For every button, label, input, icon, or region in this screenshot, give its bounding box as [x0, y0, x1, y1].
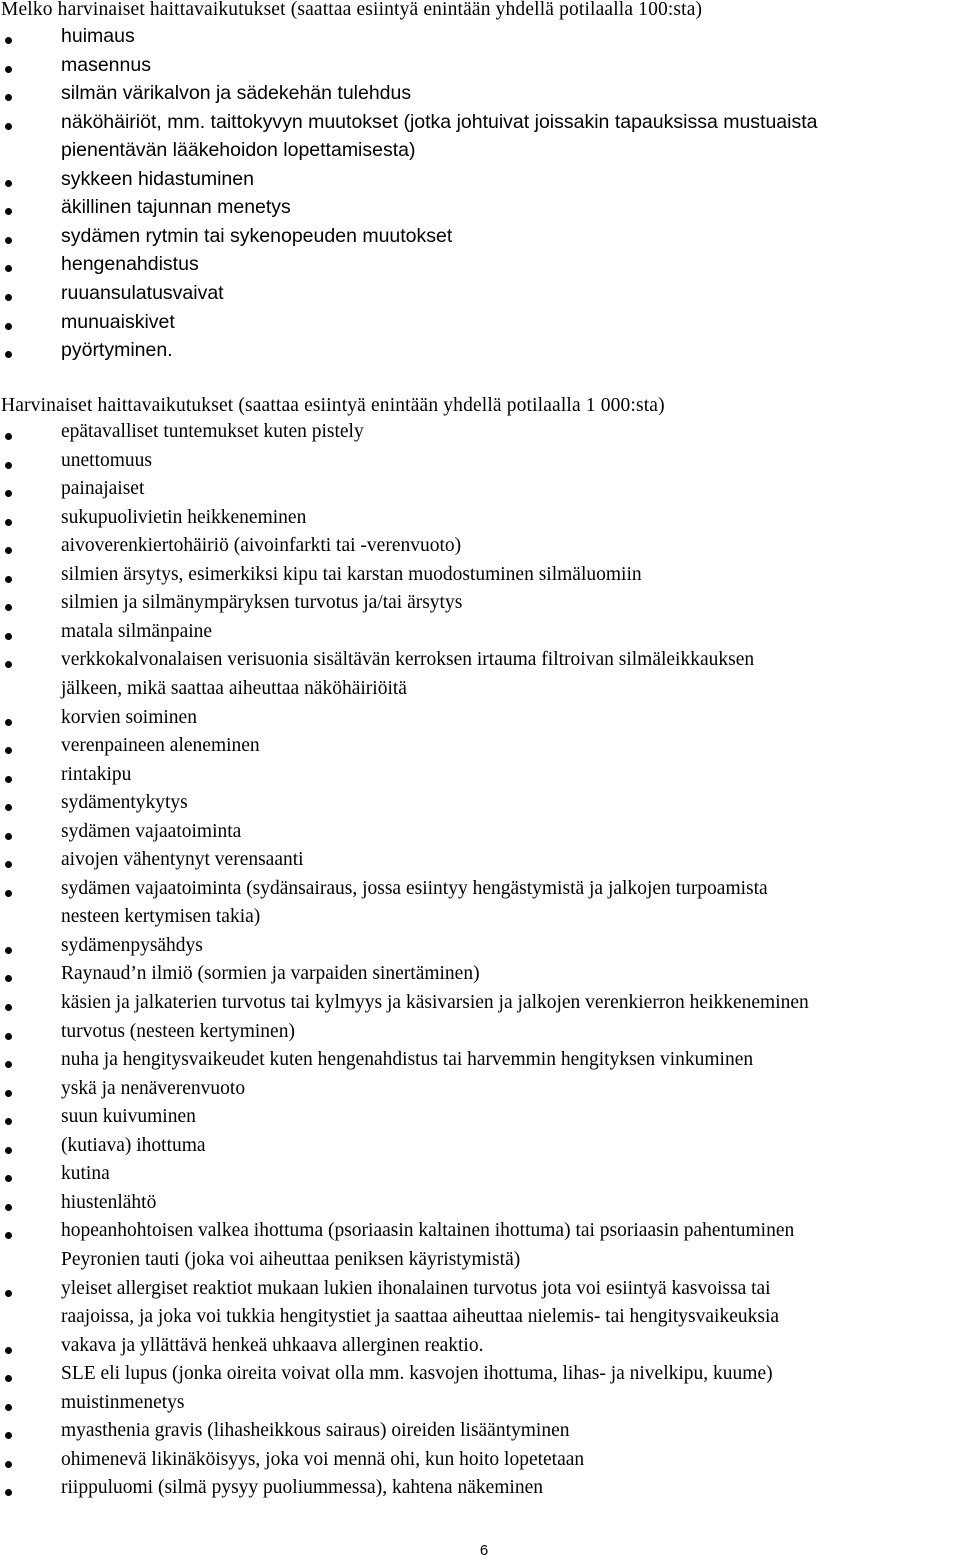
list-item-text: jälkeen, mikä saattaa aiheuttaa näköhäiriöitä [61, 677, 407, 699]
bullet-icon [5, 833, 12, 840]
list-item-text: ruuansulatusvaivat [61, 281, 224, 304]
bullet-icon [5, 1090, 12, 1097]
list-item-text: silmien ärsytys, esimerkiksi kipu tai karstan muodostuminen silmäluomiin [61, 563, 642, 585]
bullet-icon [5, 237, 12, 244]
list-item-text: myasthenia gravis (lihasheikkous sairaus) oireiden lisääntyminen [61, 1420, 570, 1442]
list-item-text: SLE eli lupus (jonka oireita voivat olla mm. kasvojen ihottuma, lihas- ja nivelkipu, kuume) [61, 1363, 773, 1385]
bullet-icon [5, 265, 12, 272]
list-item-text: suun kuivuminen [61, 1106, 196, 1128]
list-item-text: masennus [61, 53, 151, 76]
bullet-icon [5, 94, 12, 101]
bullet-icon [5, 1061, 12, 1068]
bullet-icon [5, 1232, 12, 1239]
bullet-icon [5, 1118, 12, 1125]
list-item-text: vakava ja yllättävä henkeä uhkaava allerginen reaktio. [61, 1334, 484, 1356]
bullet-icon [5, 1432, 12, 1439]
list-item-text: hengenahdistus [61, 253, 199, 276]
list-item-text: riippuluomi (silmä pysyy puoliummessa), kahtena näkeminen [61, 1477, 543, 1499]
bullet-icon [5, 66, 12, 73]
bullet-icon [5, 747, 12, 754]
list-item-text: unettomuus [61, 449, 152, 471]
list-item-text: verkkokalvonalaisen verisuonia sisältävän kerroksen irtauma filtroivan silmäleikkauksen [61, 649, 755, 671]
list-item-text: rintakipu [61, 763, 132, 785]
list-item-text: raajoissa, ja joka voi tukkia hengitystiet ja saattaa aiheuttaa nielemis- tai hengitysvaikeuksia [61, 1306, 780, 1328]
bullet-icon [5, 1489, 12, 1496]
bullet-icon [5, 604, 12, 611]
bullet-icon [5, 37, 12, 44]
section-heading-uncommon: Melko harvinaiset haittavaikutukset (saattaa esiintyä enintään yhdellä potilaalla 100:sta) [1, 0, 703, 20]
list-item-text: matala silmänpaine [61, 620, 213, 642]
bullet-icon [5, 1290, 12, 1297]
list-item-text: hopeanhohtoisen valkea ihottuma (psoriaasin kaltainen ihottuma) tai psoriaasin pahentuminen [61, 1220, 795, 1242]
list-item-text: pienentävän lääkehoidon lopettamisesta) [61, 139, 416, 162]
page-number: 6 [479, 1542, 489, 1559]
list-item-text: ohimenevä likinäköisyys, joka voi mennä ohi, kun hoito lopetetaan [61, 1448, 585, 1470]
bullet-icon [5, 323, 12, 330]
list-item-text: turvotus (nesteen kertyminen) [61, 1020, 295, 1042]
bullet-icon [5, 975, 12, 982]
bullet-icon [5, 576, 12, 583]
list-item-text: silmän värikalvon ja sädekehän tulehdus [61, 82, 412, 105]
list-item-text: kutina [61, 1163, 110, 1185]
list-item-text: nesteen kertymisen takia) [61, 906, 261, 928]
bullet-icon [5, 947, 12, 954]
bullet-icon [5, 861, 12, 868]
list-item-text: pyörtyminen. [61, 339, 173, 362]
bullet-icon [5, 1404, 12, 1411]
list-item-text: painajaiset [61, 478, 145, 500]
list-item-text: sydämen vajaatoiminta (sydänsairaus, jossa esiintyy hengästymistä ja jalkojen turpoamista [61, 877, 768, 899]
bullet-icon [5, 123, 12, 130]
bullet-icon [5, 1375, 12, 1382]
bullet-icon [5, 490, 12, 497]
bullet-icon [5, 1147, 12, 1154]
bullet-icon [5, 661, 12, 668]
list-item-text: verenpaineen aleneminen [61, 735, 260, 757]
bullet-icon [5, 890, 12, 897]
list-item-text: hiustenlähtö [61, 1191, 157, 1213]
list-item-text: sukupuolivietin heikkeneminen [61, 506, 307, 528]
list-item-text: munuaiskivet [61, 310, 175, 333]
bullet-icon [5, 1175, 12, 1182]
list-item-text: epätavalliset tuntemukset kuten pistely [61, 421, 364, 442]
bullet-icon [5, 1004, 12, 1011]
bullet-icon [5, 519, 12, 526]
bullet-icon [5, 776, 12, 783]
list-item-text: sydämentykytys [61, 792, 188, 814]
list-item-text: muistinmenetys [61, 1391, 185, 1413]
bullet-icon [5, 351, 12, 358]
list-item-text: korvien soiminen [61, 706, 197, 728]
list-item-text: käsien ja jalkaterien turvotus tai kylmyys ja käsivarsien ja jalkojen verenkierron heikkeneminen [61, 992, 809, 1013]
list-item-text: silmien ja silmänympäryksen turvotus ja/tai ärsytys [61, 592, 463, 614]
list-item-text: sydämenpysähdys [61, 934, 203, 956]
bullet-icon [5, 294, 12, 301]
list-item-text: äkillinen tajunnan menetys [61, 196, 291, 219]
section-heading-rare: Harvinaiset haittavaikutukset (saattaa esiintyä enintään yhdellä potilaalla 1 000:sta) [1, 395, 665, 416]
bullet-icon [5, 804, 12, 811]
list-item-text: nuha ja hengitysvaikeudet kuten hengenahdistus tai harvemmin hengityksen vinkuminen [61, 1049, 754, 1071]
bullet-icon [5, 719, 12, 726]
bullet-icon [5, 433, 12, 440]
bullet-icon [5, 1347, 12, 1354]
list-item-text: aivoverenkiertohäiriö (aivoinfarkti tai -verenvuoto) [61, 535, 462, 557]
bullet-icon [5, 1461, 12, 1468]
list-item-text: näköhäiriöt, mm. taittokyvyn muutokset (jotka johtuivat joissakin tapauksissa mustuaista [61, 110, 818, 133]
bullet-icon [5, 1033, 12, 1040]
bullet-icon [5, 633, 12, 640]
list-item-text: (kutiava) ihottuma [61, 1134, 206, 1156]
bullet-icon [5, 208, 12, 215]
list-item-text: yleiset allergiset reaktiot mukaan lukien ihonalainen turvotus jota voi esiintyä kasvoissa tai [61, 1277, 771, 1299]
list-item-text: huimaus [61, 25, 135, 47]
list-item-text: aivojen vähentynyt verensaanti [61, 849, 304, 871]
bullet-icon [5, 180, 12, 187]
bullet-icon [5, 462, 12, 469]
list-item-text: yskä ja nenäverenvuoto [61, 1077, 246, 1099]
bullet-icon [5, 1204, 12, 1211]
list-item-text: sykkeen hidastuminen [61, 167, 254, 190]
list-item-text: Raynaud’n ilmiö (sormien ja varpaiden sinertäminen) [61, 963, 480, 985]
list-item-text: sydämen rytmin tai sykenopeuden muutokset [61, 224, 453, 247]
bullet-icon [5, 547, 12, 554]
list-item-text: sydämen vajaatoiminta [61, 820, 242, 842]
list-item-text: Peyronien tauti (joka voi aiheuttaa peniksen käyristymistä) [61, 1248, 521, 1270]
